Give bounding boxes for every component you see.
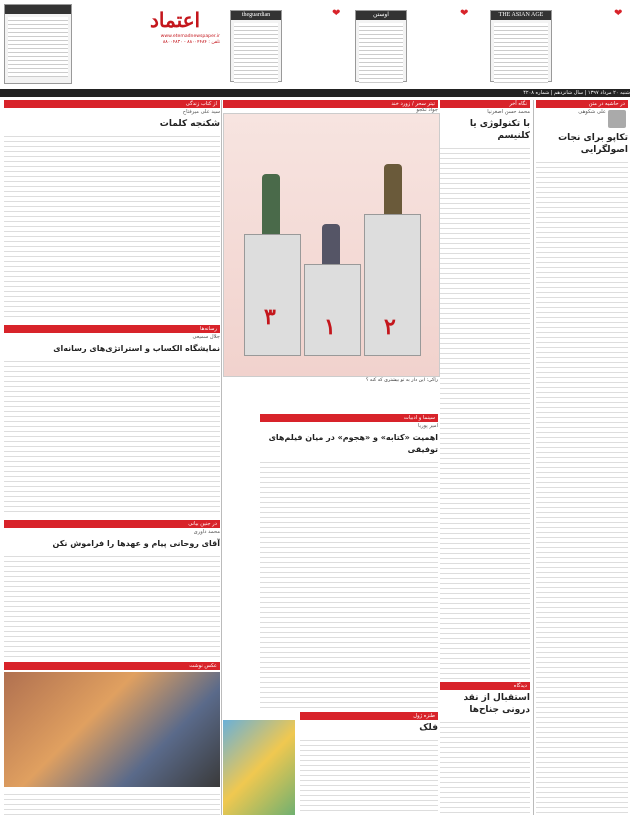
section-tag: تیتر سحر / زورد خند — [223, 100, 438, 108]
author-avatar — [608, 110, 626, 128]
masthead-contact: تلفن : ۸۸۰۰۴۴۸۴ - ۸۸۰۰۴۸۳۰ — [162, 40, 220, 45]
masthead-logo: اعتماد — [150, 8, 201, 32]
left-column-article-2 — [4, 325, 220, 515]
photo-caption — [4, 790, 220, 815]
podium-number: ۲ — [384, 314, 396, 340]
masthead-url[interactable]: www.etemadnewspaper.ir — [160, 34, 220, 39]
section-tag: رسانه‌ها — [4, 325, 220, 333]
mid-article — [260, 414, 438, 709]
front-page-thumbnail[interactable] — [4, 4, 72, 84]
article-headline[interactable]: فلک — [419, 723, 438, 733]
article-headline[interactable]: تکاپو برای نجات اصولگرایی — [558, 133, 628, 155]
paper-blurb-1 — [285, 12, 345, 82]
heart-icon: ❤ — [460, 8, 469, 19]
podium-third — [244, 234, 301, 356]
article-headline[interactable]: با تکنولوژی یا کلنیسم — [469, 119, 530, 141]
figure — [384, 164, 402, 214]
section-tag: سینما و ادبیات — [260, 414, 438, 422]
article-body — [4, 552, 220, 657]
paper-name: THE ASIAN AGE — [491, 11, 551, 20]
bottom-left-article — [4, 520, 220, 660]
article-headline[interactable]: اهمیت «کتابه» و «هجوم» در میان فیلم‌های توفیقی — [268, 433, 438, 454]
illustration-image[interactable] — [223, 720, 295, 815]
author-name: جلال سمیعی — [192, 334, 220, 340]
article-headline[interactable]: آقای روحانی پیام و عهدها را فراموش نکن — [52, 539, 220, 548]
heart-icon: ❤ — [332, 8, 341, 19]
podium-number: ۱ — [324, 314, 336, 340]
paper-name: theguardian — [231, 11, 281, 20]
cartoon-illustration[interactable] — [223, 113, 440, 377]
article-headline[interactable]: استقبال از نقد درونی جناح‌ها — [463, 693, 530, 715]
article-body — [536, 158, 628, 815]
section-tag: از کتاب زندگی — [4, 100, 220, 108]
author-name: علی شکوهی — [578, 109, 606, 115]
top-band — [0, 0, 630, 97]
article-body — [440, 718, 530, 815]
article-body — [4, 357, 220, 515]
article-headline[interactable]: نمایشگاه الکساب و استراتژی‌های رسانه‌ای — [53, 344, 220, 353]
paper-thumbnail-2[interactable] — [355, 10, 407, 82]
section-tag: دیدگاه — [440, 682, 530, 690]
cartoon-caption: راکی: این دار به تو بیشتری که کنه ؟ — [365, 378, 438, 383]
heart-icon: ❤ — [614, 8, 623, 19]
center-right-column — [440, 100, 530, 680]
paper-blurb-3 — [555, 12, 625, 82]
right-column — [536, 100, 628, 815]
section-tag: نگاه آخر — [440, 100, 530, 108]
left-column-article — [4, 100, 220, 320]
paper-thumbnail-guardian[interactable] — [230, 10, 282, 82]
article-headline[interactable]: شکنجه کلمات — [159, 119, 220, 129]
bottom-mid-article — [440, 682, 530, 815]
cartoon-author: جواد تکجو — [416, 107, 438, 113]
podium-first — [304, 264, 361, 356]
article-body — [4, 132, 220, 320]
figure — [322, 224, 340, 264]
bottom-center-article — [300, 712, 438, 815]
date-bar: شنبه ۲۰ مرداد ۱۳۹۷ | سال شانزدهم | شماره ۴۲۰۸ — [0, 89, 630, 97]
news-photo[interactable] — [4, 672, 220, 787]
figure — [262, 174, 280, 234]
article-body — [440, 144, 530, 680]
author-name: محمد داوری — [193, 529, 220, 535]
masthead-info — [100, 34, 220, 86]
paper-thumbnail-asian-age[interactable] — [490, 10, 552, 82]
author-name: سید علی میرفتاح — [182, 109, 220, 115]
section-tag: در حاشیه در متن — [536, 100, 628, 108]
author-name: امیر پوریا — [418, 423, 438, 429]
paper-blurb-2 — [410, 12, 470, 82]
author-name: محمد حسن اصغرنیا — [487, 109, 530, 115]
section-tag: در جنین بیانی — [4, 520, 220, 528]
podium-number: ۳ — [264, 304, 276, 330]
section-tag: عکس نوشت — [4, 662, 220, 670]
article-body — [300, 736, 438, 811]
section-tag: طنزه ژول — [300, 712, 438, 720]
paper-name: اوستن — [356, 11, 406, 20]
article-body — [260, 458, 438, 709]
